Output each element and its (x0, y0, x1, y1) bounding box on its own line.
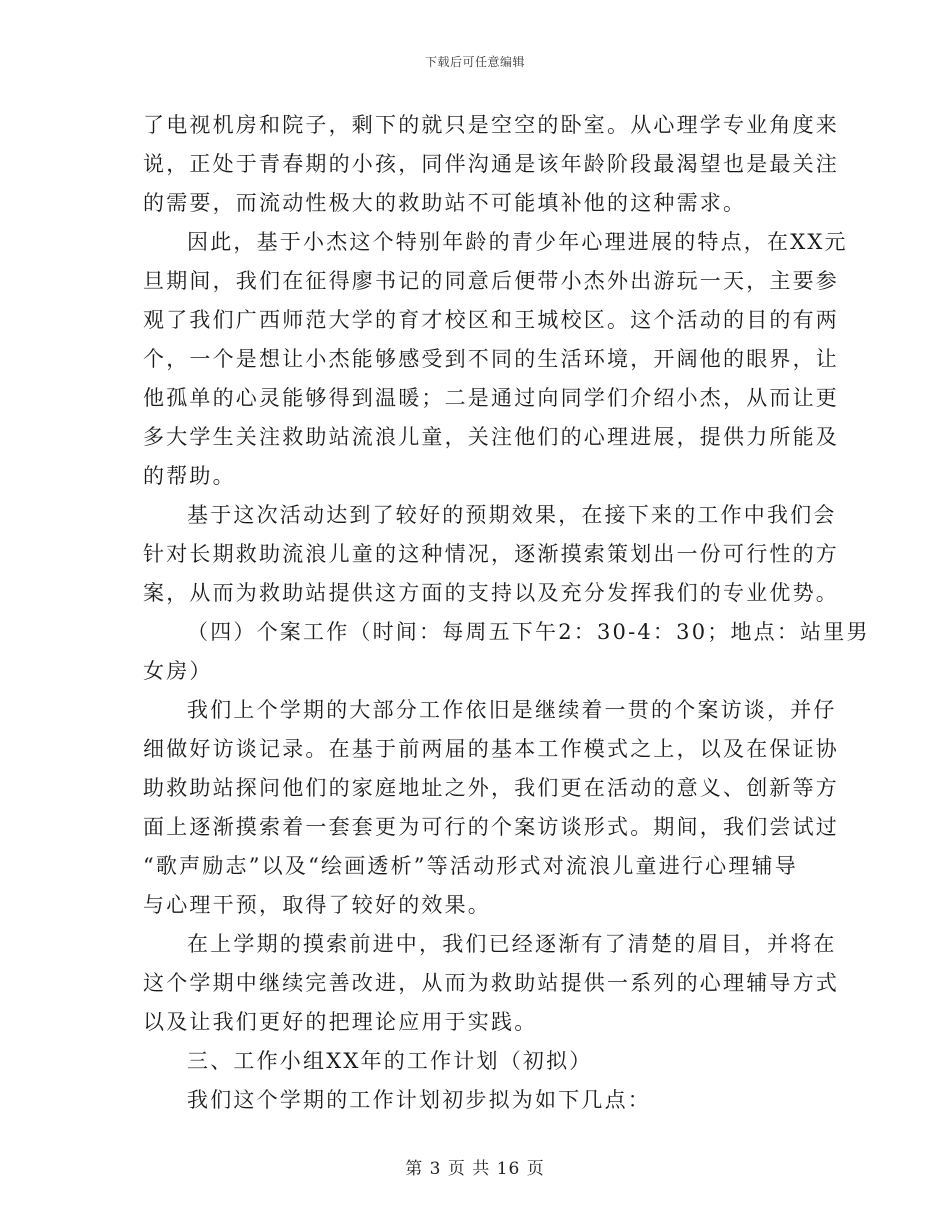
body-line: 这个学期中继续完善改进，从而为救助站提供一系列的心理辅导方式 (143, 971, 839, 995)
section-heading: （四）个案工作（时间：每周五下午2：30-4：30；地点：站里男 (187, 620, 870, 644)
body-line: 我们上个学期的大部分工作依旧是继续着一贯的个案访谈，并仔 (187, 698, 837, 722)
body-line: “歌声励志”以及“绘画透析”等活动形式对流浪儿童进行心理辅导 (143, 854, 798, 878)
body-line: 我们这个学期的工作计划初步拟为如下几点： (187, 1088, 651, 1112)
body-line: 旦期间，我们在征得廖书记的同意后便带小杰外出游玩一天，主要参 (143, 269, 839, 293)
body-line: 助救助站探问他们的家庭地址之外，我们更在活动的意义、创新等方 (143, 776, 839, 800)
body-line: 与心理干预，取得了较好的效果。 (143, 893, 491, 917)
body-line: 以及让我们更好的把理论应用于实践。 (143, 1010, 538, 1034)
body-line: 他孤单的心灵能够得到温暖；二是通过向同学们介绍小杰，从而让更 (143, 386, 839, 410)
body-line: 多大学生关注救助站流浪儿童，关注他们的心理进展，提供力所能及 (143, 425, 839, 449)
document-body (143, 106, 870, 1120)
body-line: 说，正处于青春期的小孩，同伴沟通是该年龄阶段最渴望也是最关注 (143, 152, 839, 176)
page-footer: 第 3 页 共 16 页 (405, 1159, 545, 1179)
section-heading-cont: 女房） (143, 659, 213, 683)
body-line: 在上学期的摸索前进中，我们已经逐渐有了清楚的眉目，并将在 (187, 932, 837, 956)
body-line: 的需要，而流动性极大的救助站不可能填补他的这种需求。 (143, 191, 747, 215)
body-line: 针对长期救助流浪儿童的这种情况，逐渐摸索策划出一份可行性的方 (143, 542, 839, 566)
page-header: 下载后可任意编辑 (424, 55, 525, 69)
body-line: 案，从而为救助站提供这方面的支持以及充分发挥我们的专业优势。 (143, 581, 839, 605)
section-heading: 三、工作小组XX年的工作计划（初拟） (187, 1049, 593, 1073)
body-line: 的帮助。 (143, 464, 236, 488)
body-line: 了电视机房和院子，剩下的就只是空空的卧室。从心理学专业角度来 (143, 113, 839, 137)
body-line: 细做好访谈记录。在基于前两届的基本工作模式之上，以及在保证协 (143, 737, 839, 761)
body-line: 观了我们广西师范大学的育才校区和王城校区。这个活动的目的有两 (143, 308, 839, 332)
body-line: 面上逐渐摸索着一套套更为可行的个案访谈形式。期间，我们尝试过 (143, 815, 839, 839)
body-line: 因此，基于小杰这个特别年龄的青少年心理进展的特点，在XX元 (187, 230, 848, 254)
body-line: 个，一个是想让小杰能够感受到不同的生活环境，开阔他的眼界，让 (143, 347, 839, 371)
body-line: 基于这次活动达到了较好的预期效果，在接下来的工作中我们会 (187, 503, 837, 527)
